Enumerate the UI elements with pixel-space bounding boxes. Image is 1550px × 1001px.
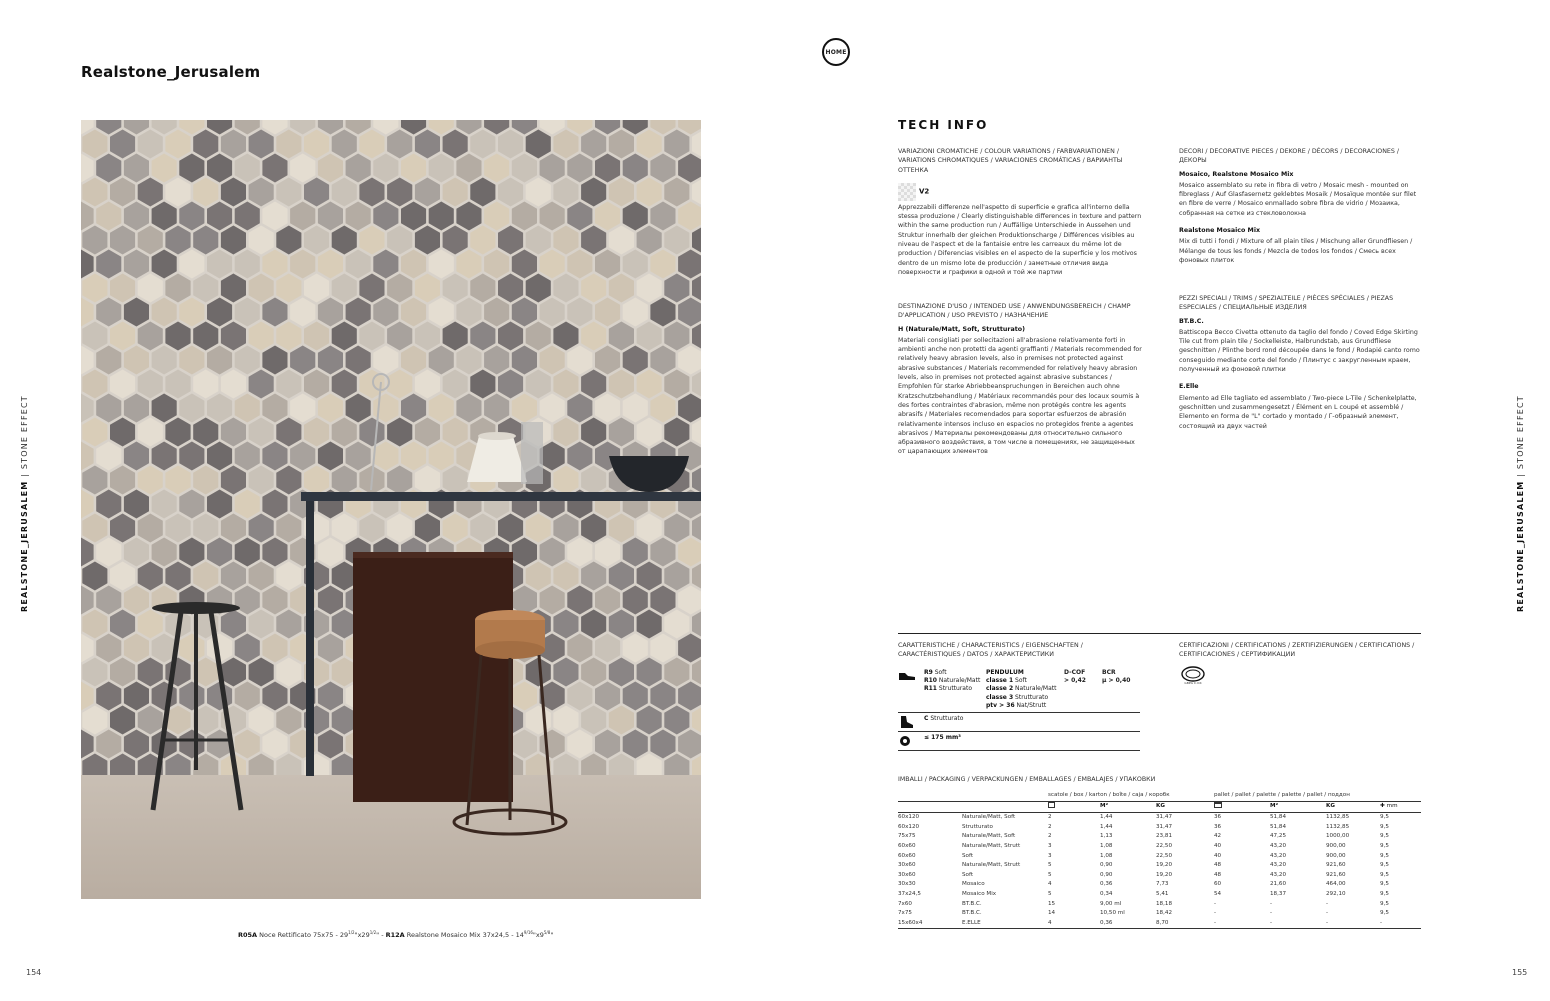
abrasion-value — [924, 734, 961, 742]
table-cell: 9,5 — [1380, 842, 1389, 849]
caption-text-2c: " — [550, 931, 554, 940]
certification-badge-icon — [1180, 666, 1206, 686]
table-cell: 18,42 — [1156, 910, 1173, 917]
table-cell: 75x75 — [898, 833, 916, 840]
table-cell: 60 — [1214, 881, 1222, 888]
table-cell: 1,13 — [1100, 833, 1113, 840]
table-row — [898, 919, 1421, 929]
home-button[interactable]: HOME — [822, 38, 850, 66]
pallet-m2-header: M² — [1270, 803, 1279, 810]
thickness-header: mm — [1386, 803, 1398, 810]
colour-variations-heading: VARIAZIONI CROMATICHE / COLOUR VARIATIONS / FARBVARIATIONEN / VARIATIONS CHROMATIQUES / VARIACIONES CROMÁTICAS / ВАРИАНТЫ ОТТЕНКА — [898, 148, 1123, 174]
table-cell: 1,08 — [1100, 852, 1113, 859]
r9-text: Soft — [932, 669, 947, 676]
decorative-pieces-block — [1179, 147, 1423, 265]
intended-use-class: H (Naturale/Matt, Soft, Strutturato) — [898, 325, 1025, 333]
table-cell: 22,50 — [1156, 842, 1173, 849]
table-cell: - — [1214, 910, 1217, 917]
table-cell: 30x60 — [898, 862, 916, 869]
table-row — [898, 909, 1421, 919]
certifications-heading: CERTIFICAZIONI / CERTIFICATIONS / ZERTIFIZIERUNGEN / CERTIFICATIONS / CERTIFICACIONES / СЕРТИФИКАЦИИ — [1179, 642, 1415, 659]
table-cell: 0,90 — [1100, 862, 1113, 869]
packaging-heading: IMBALLI / PACKAGING / VERPACKUNGEN / EMBALLAGES / EMBALAJES / УПАКОВКИ — [898, 776, 1156, 783]
table-cell: 43,20 — [1270, 862, 1287, 869]
table-cell: Naturale/Matt, Strutt — [962, 862, 1021, 869]
caption-text-2b: "x9 — [532, 931, 544, 940]
pendulum-1-text: Soft — [1013, 677, 1027, 685]
trim-eelle-text: Elemento ad Elle tagliato ed assemblato / Two-piece L-Tile / Schenkelplatte, geschnitten und zusammengesetzt / Élément en L coupé et assemblé / Elemento en forma de "L" cortado y montado / Г-образный элемент, состоящий из двух частей — [1179, 394, 1417, 430]
box-m2-header: M² — [1100, 803, 1109, 810]
table-cell: Naturale/Matt, Strutt — [962, 842, 1021, 849]
pendulum-3-text: Strutturato — [1013, 693, 1049, 701]
table-cell: 60x60 — [898, 852, 916, 859]
table-cell: 921,60 — [1326, 871, 1346, 878]
c-text: Strutturato — [928, 715, 964, 723]
table-cell: - — [1380, 919, 1421, 929]
bcr-heading: BCR — [1102, 669, 1116, 676]
intended-use-heading: DESTINAZIONE D'USO / INTENDED USE / ANWENDUNGSBEREICH / CHAMP D'APPLICATION / USO PREVISTO / НАЗНАЧЕНИЕ — [898, 303, 1131, 320]
table-cell: 40 — [1214, 842, 1222, 849]
table-cell: - — [1270, 919, 1326, 929]
table-cell: 0,34 — [1100, 890, 1113, 897]
table-cell: 19,20 — [1156, 871, 1173, 878]
table-cell: 292,10 — [1326, 890, 1346, 897]
table-cell: 3 — [1048, 842, 1052, 849]
table-cell: 9,00 ml — [1100, 900, 1122, 907]
table-cell: 9,5 — [1380, 910, 1389, 917]
table-cell: 14 — [1048, 910, 1056, 917]
table-cell: 0,36 — [1100, 919, 1156, 929]
pendulum-heading: PENDULUM — [986, 669, 1024, 676]
intended-use-text: Materiali consigliati per sollecitazioni all'abrasione relativamente forti in ambienti anche non protetti da agenti graffianti / Materials recommended for relatively heavy abrasion levels, also in premises not protected against abrasive substances / Materials recommended for relatively heavy abrasion levels, also in premises not protected against abrasive substances / Empfohlen für starke Abriebbeanspruchungen in Bereichen auch ohne Kratzschutzbehandlung / Matériaux recommandés pour des locaux soumis à des fortes contraintes d'abrasion, même non protégés contre les agents abrasifs / Materiales recomendados para soportar esfuerzos de abrasión relativamente intensos incluso en espacios no protegidos frente a agentes abrasivos / Материалы рекомендованы для относительно сильного абразивного воздействия, в том числе в помещениях, не защищенных от царапающих элементов — [898, 336, 1142, 456]
table-cell: 21,60 — [1270, 881, 1287, 888]
trim-eelle-title: E.Elle — [1179, 383, 1199, 391]
table-cell: 9,5 — [1380, 881, 1389, 888]
table-cell: 37x24,5 — [898, 890, 921, 897]
r11-text: Strutturato — [936, 685, 972, 693]
colour-variation-code — [898, 183, 1142, 201]
pendulum-4-class: ptv > 36 — [986, 701, 1015, 709]
packaging-table — [898, 791, 1421, 929]
table-cell: Naturale/Matt, Soft — [962, 814, 1016, 821]
table-cell: 5 — [1048, 862, 1052, 869]
table-row — [898, 852, 1421, 862]
table-cell: 2 — [1048, 823, 1052, 830]
table-cell: 60x120 — [898, 814, 920, 821]
cert-badge-text: GBPG C.V.R — [1184, 681, 1202, 685]
table-cell: 1132,85 — [1326, 823, 1350, 830]
intended-use-block — [898, 302, 1142, 457]
r10-text: Naturale/Matt — [936, 677, 981, 685]
side-label-left-rest: | STONE EFFECT — [20, 395, 29, 481]
table-cell: 30x30 — [898, 881, 916, 888]
side-label-left — [20, 395, 29, 612]
table-cell: 36 — [1214, 814, 1222, 821]
table-cell: 1,44 — [1100, 823, 1113, 830]
decorative-pieces-heading: DECORI / DECORATIVE PIECES / DEKORE / DÉCORS / DECORACIONES / ДЕКОРЫ — [1179, 148, 1400, 165]
caption-text-2: Realstone Mosaico Mix 37x24,5 - 14 — [404, 931, 524, 940]
tech-info-title: TECH INFO — [898, 118, 989, 132]
characteristics-table — [898, 667, 1140, 751]
table-row — [898, 861, 1421, 871]
caption-sup-1a: 1/2 — [348, 930, 355, 935]
table-cell: 51,84 — [1270, 814, 1287, 821]
table-cell: 43,20 — [1270, 852, 1287, 859]
caption-text-1: Noce Rettificato 75x75 - 29 — [257, 931, 349, 940]
boot-icon — [898, 715, 924, 729]
decor-mosaico-title: Mosaico, Realstone Mosaico Mix — [1179, 170, 1294, 178]
box-kg-header: KG — [1156, 803, 1165, 810]
dcof-values — [1064, 669, 1102, 685]
table-cell: 43,20 — [1270, 842, 1287, 849]
pallet-kg-header: KG — [1326, 803, 1335, 810]
table-row — [898, 842, 1421, 852]
table-row — [898, 890, 1421, 900]
table-cell: 9,5 — [1380, 833, 1389, 840]
pallet-icon — [1214, 802, 1222, 808]
table-cell: 464,00 — [1326, 881, 1346, 888]
trim-btbc-title: BT.B.C. — [1179, 317, 1204, 325]
table-cell: Strutturato — [962, 823, 993, 830]
pendulum-2-class: classe 2 — [986, 685, 1014, 693]
table-cell: 1,08 — [1100, 842, 1113, 849]
table-cell: 54 — [1214, 890, 1222, 897]
pallet-group-label: pallet / pallet / palette / palette / pallet / поддон — [1214, 792, 1350, 798]
table-cell: 2 — [1048, 833, 1052, 840]
product-photo — [81, 120, 701, 899]
r11-code: R11 — [924, 685, 937, 693]
table-cell: - — [1326, 919, 1380, 929]
c-class: C — [924, 715, 929, 723]
slip-resistance-row — [898, 667, 1140, 713]
bcr-values — [1102, 669, 1140, 685]
table-cell: 15 — [1048, 900, 1056, 907]
table-cell: 31,47 — [1156, 814, 1173, 821]
table-cell: 10,50 ml — [1100, 910, 1125, 917]
colour-variation-label: V2 — [919, 187, 930, 196]
table-cell: 36 — [1214, 823, 1222, 830]
table-cell: 60x120 — [898, 823, 920, 830]
table-cell: BT.B.C. — [962, 910, 982, 917]
table-cell: - — [1214, 919, 1270, 929]
table-cell: 48 — [1214, 862, 1222, 869]
pendulum-2-text: Naturale/Matt — [1013, 685, 1057, 693]
stain-resistance-row — [898, 713, 1140, 732]
table-row — [898, 823, 1421, 833]
bcr-value: μ > 0,40 — [1102, 677, 1131, 685]
table-cell: - — [1270, 900, 1273, 907]
table-cell: 1,44 — [1100, 814, 1113, 821]
table-cell: 9,5 — [1380, 814, 1389, 821]
table-cell: 22,50 — [1156, 852, 1173, 859]
box-group-label: scatole / box / karton / boîte / caja / коробк — [1048, 792, 1170, 798]
table-cell: - — [1326, 910, 1329, 917]
dcof-value: > 0,42 — [1064, 677, 1086, 685]
colour-variations-text: Apprezzabili differenze nell'aspetto di superficie e grafica all'interno della stessa produzione / Clearly distinguishable differences in texture and pattern within the same production run / Auffällige Unterschiede in Aussehen und Struktur innerhalb der gleichen Produktionscharge / Différences visibles au niveau de l'aspect et de la fantaisie entre les carreaux du même lot de production / Diferencias visibles en el aspecto de la superficie y los motivos dentro de un mismo lote de producción / заметные отличия вида поверхности и графики в одной и той же партии — [898, 203, 1142, 276]
pendulum-values — [986, 669, 1064, 710]
table-cell: 900,00 — [1326, 852, 1346, 859]
table-cell: 1132,85 — [1326, 814, 1350, 821]
thickness-icon: ✚ — [1380, 803, 1385, 810]
table-cell: 9,5 — [1380, 890, 1389, 897]
decor-mix-text: Mix di tutti i fondi / Mixture of all plain tiles / Mischung aller Grundfliesen / Mélange de tous les fonds / Mezcla de todos los fondos / Смесь всех фоновых плиток — [1179, 238, 1413, 264]
interior-illustration — [81, 120, 701, 899]
trims-heading: PEZZI SPECIALI / TRIMS / SPEZIALTEILE / PIÈCES SPÉCIALES / PIEZAS ESPECIALES / СПЕЦИАЛЬНЫЕ ИЗДЕЛИЯ — [1179, 295, 1394, 312]
table-cell: 15x60x4 — [898, 919, 962, 929]
table-cell: 9,5 — [1380, 900, 1389, 907]
table-cell: 7x60 — [898, 900, 912, 907]
table-cell: 23,81 — [1156, 833, 1173, 840]
table-row — [898, 871, 1421, 881]
table-cell: 60x60 — [898, 842, 916, 849]
table-cell: Mosaico — [962, 881, 985, 888]
table-cell: 900,00 — [1326, 842, 1346, 849]
table-row — [898, 880, 1421, 890]
pendulum-1-class: classe 1 — [986, 677, 1014, 685]
table-cell: 40 — [1214, 852, 1222, 859]
colour-variation-swatch-icon — [898, 183, 916, 201]
caption-sup-2b: 5/8 — [543, 930, 551, 935]
abrasion-mm3: ≤ 175 mm³ — [924, 734, 961, 742]
page-number-right: 155 — [1512, 968, 1528, 977]
table-cell: 8,70 — [1156, 919, 1214, 929]
table-cell: 18,18 — [1156, 900, 1173, 907]
side-label-right — [1516, 395, 1525, 612]
table-cell: 4 — [1048, 919, 1100, 929]
characteristics-heading: CARATTERISTICHE / CHARACTERISTICS / EIGENSCHAFTEN / CARACTÉRISTIQUES / DATOS / ХАРАКТЕРИСТИКИ — [898, 642, 1083, 659]
caption-sup-2a: 9/16 — [523, 930, 533, 935]
caption-text-1b: "x29 — [354, 931, 370, 940]
table-cell: - — [1326, 900, 1329, 907]
table-cell: 5 — [1048, 890, 1052, 897]
trims-block — [1179, 294, 1423, 431]
shoe-icon — [898, 669, 924, 683]
caption-code-1: R05A — [238, 931, 258, 940]
table-cell: Soft — [962, 852, 974, 859]
table-cell: 19,20 — [1156, 862, 1173, 869]
pendulum-3-class: classe 3 — [986, 693, 1014, 701]
table-cell: 0,36 — [1100, 881, 1113, 888]
table-cell: BT.B.C. — [962, 900, 982, 907]
r9-code: R9 — [924, 669, 933, 676]
table-cell: Naturale/Matt, Soft — [962, 833, 1016, 840]
caption-text-1c: " - — [376, 931, 386, 940]
table-cell: Soft — [962, 871, 974, 878]
r10-code: R10 — [924, 677, 937, 685]
table-row — [898, 832, 1421, 842]
table-cell: 9,5 — [1380, 823, 1389, 830]
table-row — [898, 900, 1421, 910]
decor-mix-title: Realstone Mosaico Mix — [1179, 227, 1261, 235]
photo-caption — [238, 930, 553, 939]
table-cell: E.ELLE — [962, 919, 1048, 929]
abrasion-row — [898, 732, 1140, 751]
table-cell: 9,5 — [1380, 852, 1389, 859]
colour-variations-block — [898, 147, 1142, 277]
page-title: Realstone_Jerusalem — [81, 63, 261, 81]
caption-code-2: R12A — [385, 931, 405, 940]
decor-mosaico-text: Mosaico assemblato su rete in fibra di vetro / Mosaic mesh - mounted on fibreglass / Auf Glasfasernetz geklebtes Mosaik / Mosaïque montée sur filet en fibre de verre / Mosaico enmallado sobre fibra de vidrio / Мозаика, собранная на сетке из стекловолокна — [1179, 181, 1417, 217]
caption-sup-1b: 1/2 — [369, 930, 377, 935]
table-cell: 0,90 — [1100, 871, 1113, 878]
table-cell: 42 — [1214, 833, 1222, 840]
dcof-heading: D-COF — [1064, 669, 1086, 676]
section-divider — [898, 633, 1421, 634]
table-cell: 921,60 — [1326, 862, 1346, 869]
side-label-right-bold: REALSTONE_JERUSALEM — [1516, 480, 1525, 612]
table-cell: 48 — [1214, 871, 1222, 878]
side-label-left-bold: REALSTONE_JERUSALEM — [20, 480, 29, 612]
page-number-left: 154 — [26, 968, 42, 977]
gear-icon — [898, 734, 924, 748]
table-cell: 1000,00 — [1326, 833, 1350, 840]
table-cell: 30x60 — [898, 871, 916, 878]
table-cell: 9,5 — [1380, 862, 1389, 869]
table-cell: 43,20 — [1270, 871, 1287, 878]
table-cell: 47,25 — [1270, 833, 1287, 840]
table-cell: 7x75 — [898, 910, 912, 917]
table-cell: 7,73 — [1156, 881, 1169, 888]
table-cell: 18,37 — [1270, 890, 1287, 897]
table-cell: 31,47 — [1156, 823, 1173, 830]
table-row — [898, 813, 1421, 823]
table-cell: 5 — [1048, 871, 1052, 878]
trim-btbc-text: Battiscopa Becco Civetta ottenuto da taglio del fondo / Coved Edge Skirting Tile cut from plain tile / Sockelleiste, Halbrundstab, aus Grundfliese geschnitten / Plinthe bord rond découpée dans le fond / Rodapié canto romo conseguido mediante corte del fondo / Плинтус с закругленным краем, полученный из фоновой плитки — [1179, 328, 1420, 374]
side-label-right-rest: | STONE EFFECT — [1516, 395, 1525, 481]
slip-r-values — [924, 669, 986, 694]
box-icon — [1048, 802, 1055, 808]
table-cell: 51,84 — [1270, 823, 1287, 830]
table-cell: - — [1214, 900, 1217, 907]
table-cell: 4 — [1048, 881, 1052, 888]
table-cell: 3 — [1048, 852, 1052, 859]
table-cell: Mosaico Mix — [962, 890, 997, 897]
table-cell: - — [1270, 910, 1273, 917]
c-value — [924, 715, 963, 723]
table-cell: 2 — [1048, 814, 1052, 821]
table-cell: 9,5 — [1380, 871, 1389, 878]
pendulum-4-text: Nat/Strutt — [1014, 701, 1047, 709]
table-cell: 5,41 — [1156, 890, 1169, 897]
